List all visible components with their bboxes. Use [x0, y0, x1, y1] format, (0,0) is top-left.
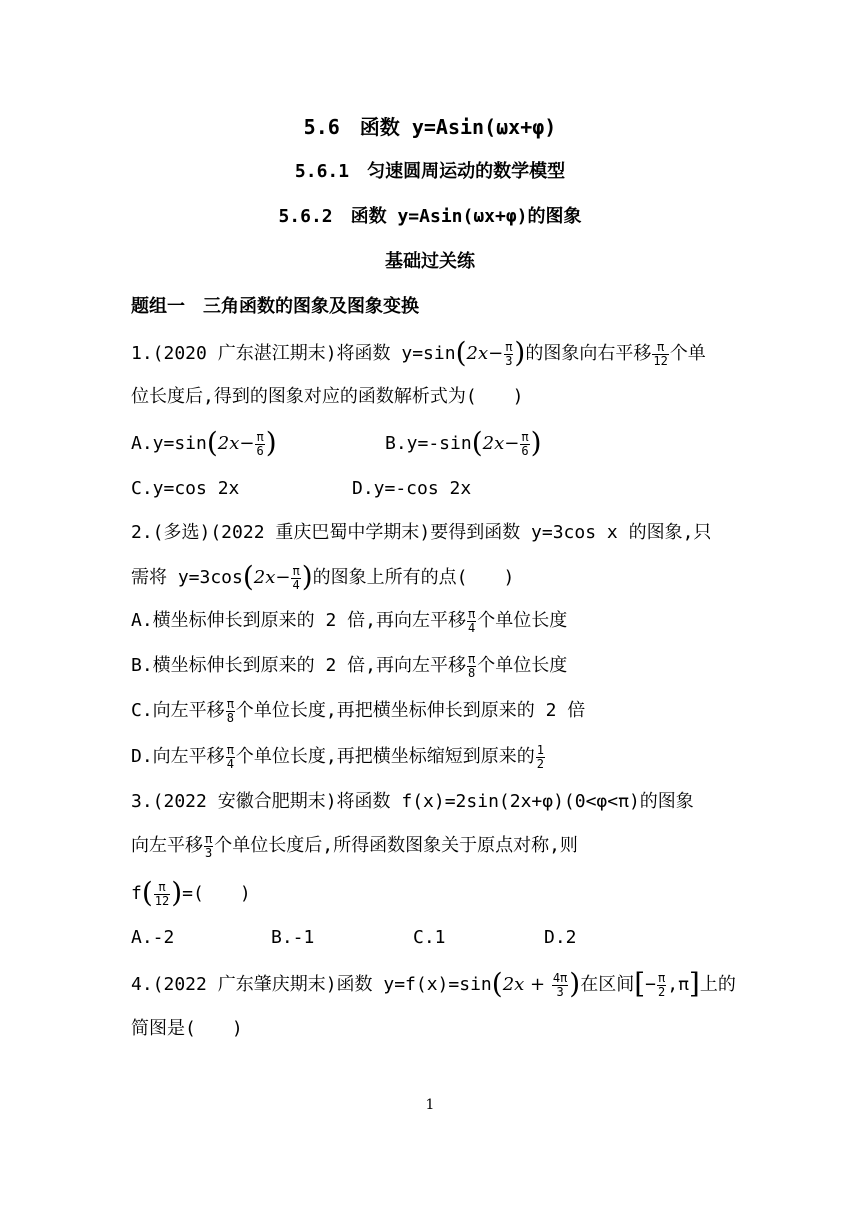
question-2-option-d: D.向左平移 $\frac{\pi}{4}$ 个单位长度,再把横坐标缩短到原来的 $\frac{1}{2}$ [131, 742, 544, 771]
question-4-line-2: 简图是( ) [131, 1018, 243, 1039]
page-number: 1 [425, 1097, 435, 1113]
document-title: 5.6 函数 y=Asin(ωx+φ) [303, 115, 557, 139]
question-2-option-b: B.横坐标伸长到原来的 2 倍,再向左平移 $\frac{\pi}{8}$ 个单位长度 [131, 651, 568, 680]
question-1-option-a: A.y=sin(2x− $\frac{\pi}{6}$ ) [131, 426, 277, 459]
question-3-option-b: B.-1 [271, 927, 315, 948]
question-3-line-2: 向左平移 $\frac{\pi}{3}$ 个单位长度后,所得函数图象关于原点对称,则 [131, 831, 578, 860]
subtitle-5-6-2: 5.6.2 函数 y=Asin(ωx+φ)的图象 [278, 206, 582, 227]
group-title: 题组一 三角函数的图象及图象变换 [131, 296, 419, 317]
question-3-line-1: 3.(2022 安徽合肥期末)将函数 f(x)=2sin(2x+φ)(0<φ<π)的图象 [131, 791, 694, 812]
question-3-line-3: f( $\frac{\pi}{12}$ )=( ) [131, 876, 251, 909]
question-1-option-b: B.y=-sin(2x− $\frac{\pi}{6}$ ) [385, 426, 542, 459]
question-1-line-2: 位长度后,得到的图象对应的函数解析式为( ) [131, 386, 524, 407]
question-1-line-1: 1.(2020 广东湛江期末)将函数 y=sin(2x− $\frac{\pi}{3}$ )的图象向右平移 $\frac{\pi}{12}$ 个单 [131, 336, 706, 369]
question-4-line-1: 4.(2022 广东肇庆期末)函数 y=f(x)=sin(2x + $\frac{4\pi}{3}$ )在区间[− $\frac{\pi}{2}$ ,π]上的 [131, 967, 736, 1000]
question-1-option-c: C.y=cos 2x [131, 478, 240, 499]
question-3-option-a: A.-2 [131, 927, 175, 948]
question-2-line-1: 2.(多选)(2022 重庆巴蜀中学期末)要得到函数 y=3cos x 的图象,只 [131, 522, 712, 543]
question-2-line-2: 需将 y=3cos(2x− $\frac{\pi}{4}$ )的图象上所有的点( ) [131, 560, 515, 593]
subtitle-5-6-1: 5.6.1 匀速圆周运动的数学模型 [294, 161, 566, 182]
question-3-option-d: D.2 [544, 927, 577, 948]
fraction: $\frac{\pi}{3}$ [505, 339, 513, 368]
question-2-option-c: C.向左平移 $\frac{\pi}{8}$ 个单位长度,再把横坐标伸长到原来的 2 倍 [131, 696, 586, 725]
question-2-option-a: A.横坐标伸长到原来的 2 倍,再向左平移 $\frac{\pi}{4}$ 个单位长度 [131, 606, 568, 635]
section-title: 基础过关练 [385, 251, 475, 272]
question-1-option-d: D.y=-cos 2x [352, 478, 472, 499]
fraction: $\frac{\pi}{12}$ [653, 339, 668, 368]
question-3-option-c: C.1 [413, 927, 446, 948]
